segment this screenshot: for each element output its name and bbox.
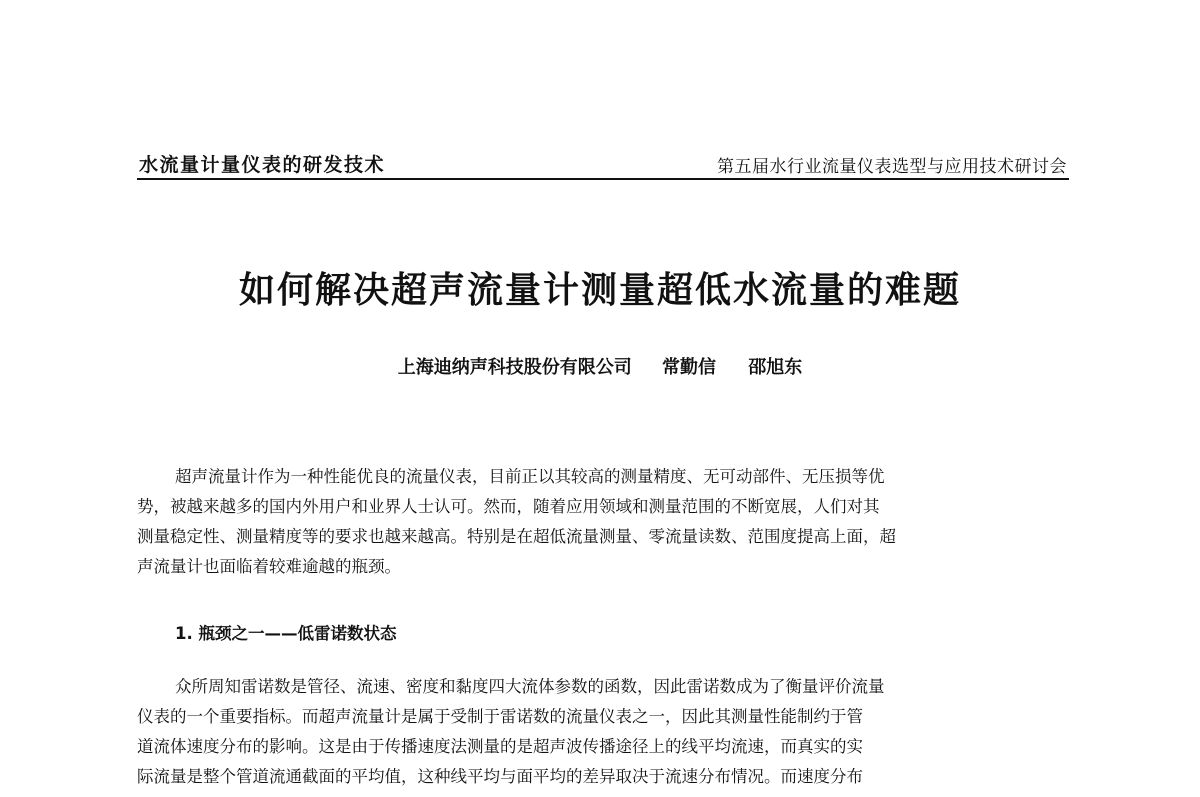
paragraph-intro: [137, 462, 1069, 582]
author-name-2: 邵旭东: [748, 357, 803, 378]
author-affiliation: [0, 353, 1200, 379]
running-header: [137, 150, 1069, 180]
author-name-1: 常勤信: [662, 357, 716, 378]
paragraph-line: 声流量计也面临着较难逾越的瓶颈。: [137, 557, 401, 576]
paragraph-line: 势，被越来越多的国内外用户和业界人士认可。然而，随着应用领域和测量范围的不断宽展，人们对其: [137, 497, 880, 516]
paragraph-line: 众所周知雷诺数是管径、流速、密度和黏度四大流体参数的函数，因此雷诺数成为了衡量评价流量: [175, 677, 885, 696]
paragraph-reynolds: [137, 672, 1069, 792]
paragraph-line: 际流量是整个管道流通截面的平均值，这种线平均与面平均的差异取决于流速分布情况。而速度分布: [137, 767, 863, 786]
paper-title: 如何解决超声流量计测量超低水流量的难题: [238, 270, 961, 311]
section-heading-1: 1. 瓶颈之一——低雷诺数状态: [175, 624, 397, 643]
paragraph-line: 超声流量计作为一种性能优良的流量仪表，目前正以其较高的测量精度、无可动部件、无压损等优: [175, 467, 885, 486]
header-conference-title: 第五届水行业流量仪表选型与应用技术研讨会: [717, 157, 1067, 177]
affiliation-company: 上海迪纳声科技股份有限公司: [397, 357, 632, 378]
paragraph-line: 道流体速度分布的影响。这是由于传播速度法测量的是超声波传播途径上的线平均流速，而真实的实: [137, 737, 863, 756]
header-series-title: 水流量计量仪表的研发技术: [139, 154, 386, 176]
paragraph-line: 仪表的一个重要指标。而超声流量计是属于受制于雷诺数的流量仪表之一，因此其测量性能制约于管: [137, 707, 863, 726]
paragraph-line: 测量稳定性、测量精度等的要求也越来越高。特别是在超低流量测量、零流量读数、范围度提高上面，超: [137, 527, 896, 546]
